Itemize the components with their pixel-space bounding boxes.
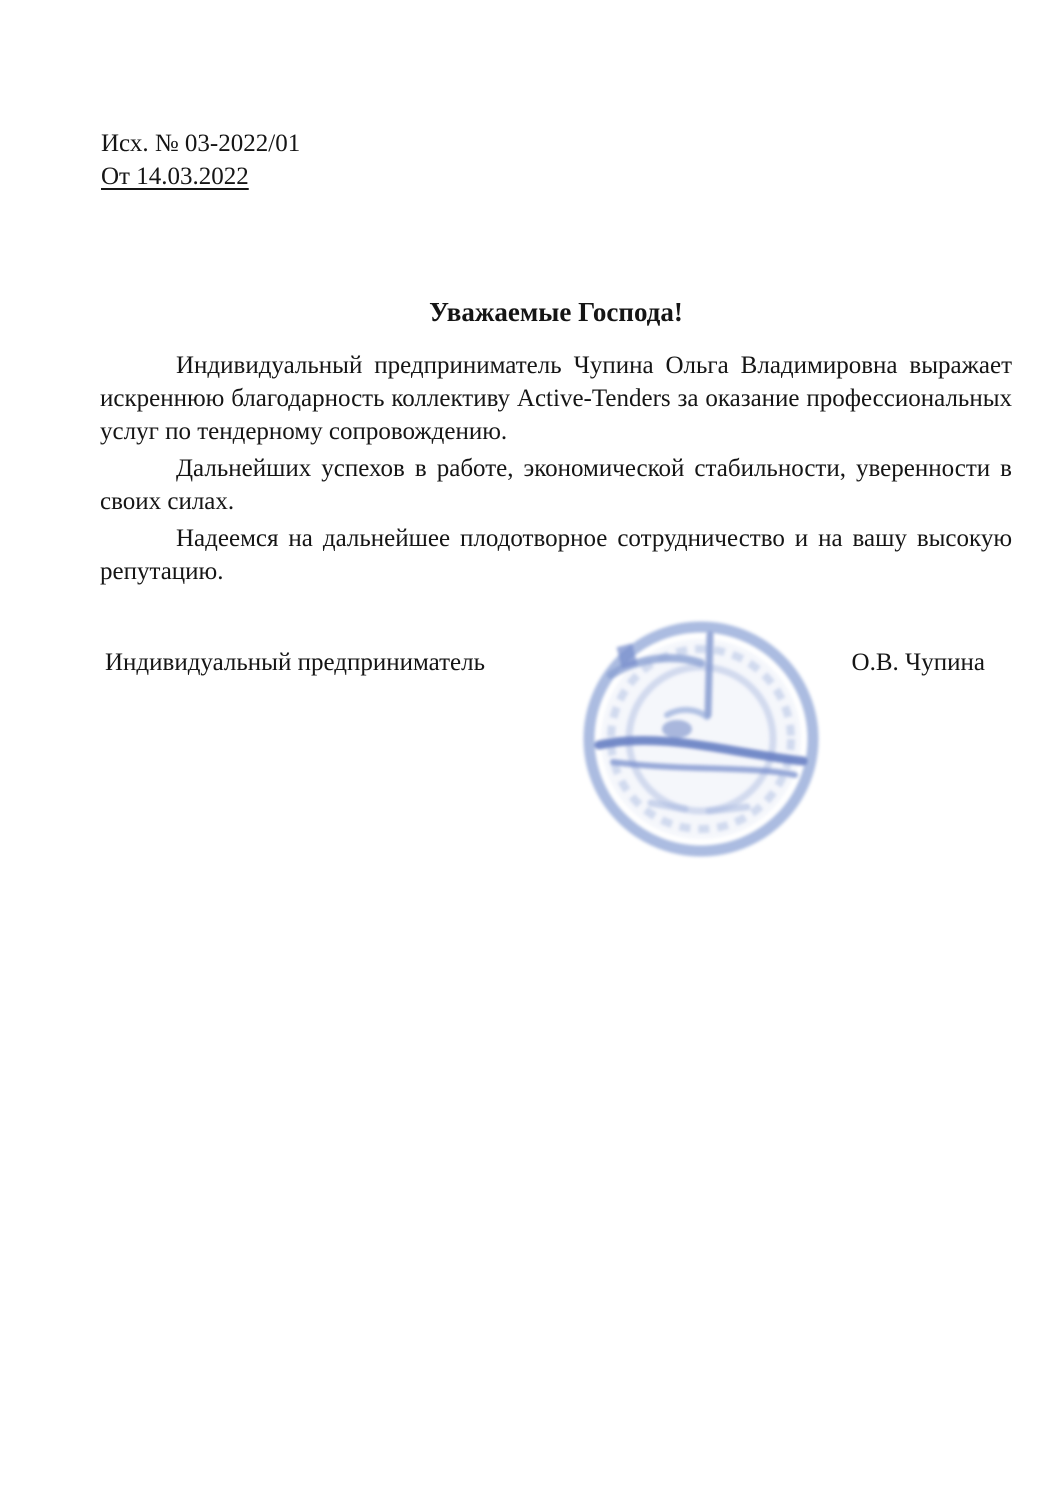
body-line: Индивидуальный предприниматель Чупина Ольга Владимировна выражает xyxy=(176,352,1012,379)
signatory-name: О.В. Чупина xyxy=(851,649,985,676)
letter-body xyxy=(100,349,1012,592)
signatory-role-label: Индивидуальный предприниматель xyxy=(105,649,485,676)
salutation-title: Уважаемые Господа! xyxy=(429,297,683,327)
paragraph-cooperation xyxy=(100,522,1012,588)
header-reference-block xyxy=(101,127,300,193)
body-line: репутацию. xyxy=(100,558,224,585)
body-line: Дальнейших успехов в работе, экономической стабильности, уверенности в xyxy=(176,455,1012,482)
outgoing-ref-number: Исх. № 03-2022/01 xyxy=(101,130,301,157)
body-line: услуг по тендерному сопровождению. xyxy=(100,418,508,445)
paragraph-wishes xyxy=(100,452,1012,518)
body-line: искреннюю благодарность коллективу Active-Tenders за оказание профессиональных xyxy=(100,385,1012,412)
signature-row xyxy=(100,646,1012,679)
body-line: Надеемся на дальнейшее плодотворное сотрудничество и на вашу высокую xyxy=(176,525,1012,552)
paragraph-gratitude xyxy=(100,349,1012,448)
body-line: своих силах. xyxy=(100,488,235,515)
letter-date: От 14.03.2022 xyxy=(101,163,249,190)
